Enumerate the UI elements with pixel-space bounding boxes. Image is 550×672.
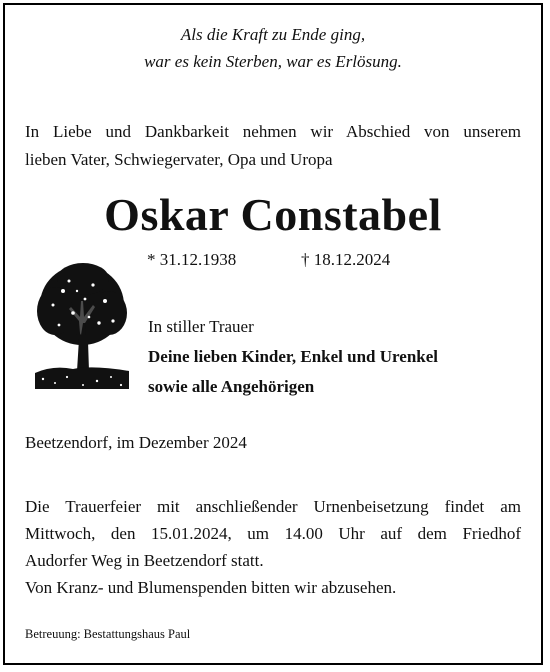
place-date: Beetzendorf, im Dezember 2024 [25, 433, 247, 452]
motto-line: Als die Kraft zu Ende ging, [180, 25, 366, 44]
intro-line: In Liebe und Dankbarkeit nehmen wir Abschied von unserem [25, 122, 521, 141]
intro-text [25, 118, 521, 174]
motto-line: war es kein Sterben, war es Erlösung. [144, 52, 402, 71]
funeral-home-credit: Betreuung: Bestattungshaus Paul [25, 627, 191, 641]
service-line: Audorfer Weg in Beetzendorf statt. [25, 551, 264, 570]
obituary-notice [3, 3, 543, 665]
birth-date: * 31.12.1938 [147, 250, 237, 269]
intro-line: lieben Vater, Schwiegervater, Opa und Uropa [25, 150, 333, 169]
mourners-relatives: sowie alle Angehörigen [148, 377, 315, 396]
service-line: Mittwoch, den 15.01.2024, um 14.00 Uhr auf dem Friedhof [25, 524, 521, 543]
mourners-family: Deine lieben Kinder, Enkel und Urenkel [148, 347, 438, 366]
motto [5, 21, 541, 75]
deceased-name: Oskar Constabel [104, 189, 442, 240]
service-line: Die Trauerfeier mit anschließender Urnenbeisetzung findet am [25, 497, 521, 516]
tree-icon [33, 261, 131, 393]
death-date: † 18.12.2024 [301, 250, 391, 269]
mourners-intro: In stiller Trauer [148, 317, 254, 336]
service-info [25, 493, 521, 601]
service-line: Von Kranz- und Blumenspenden bitten wir abzusehen. [25, 578, 397, 597]
mourners-block [148, 312, 438, 402]
